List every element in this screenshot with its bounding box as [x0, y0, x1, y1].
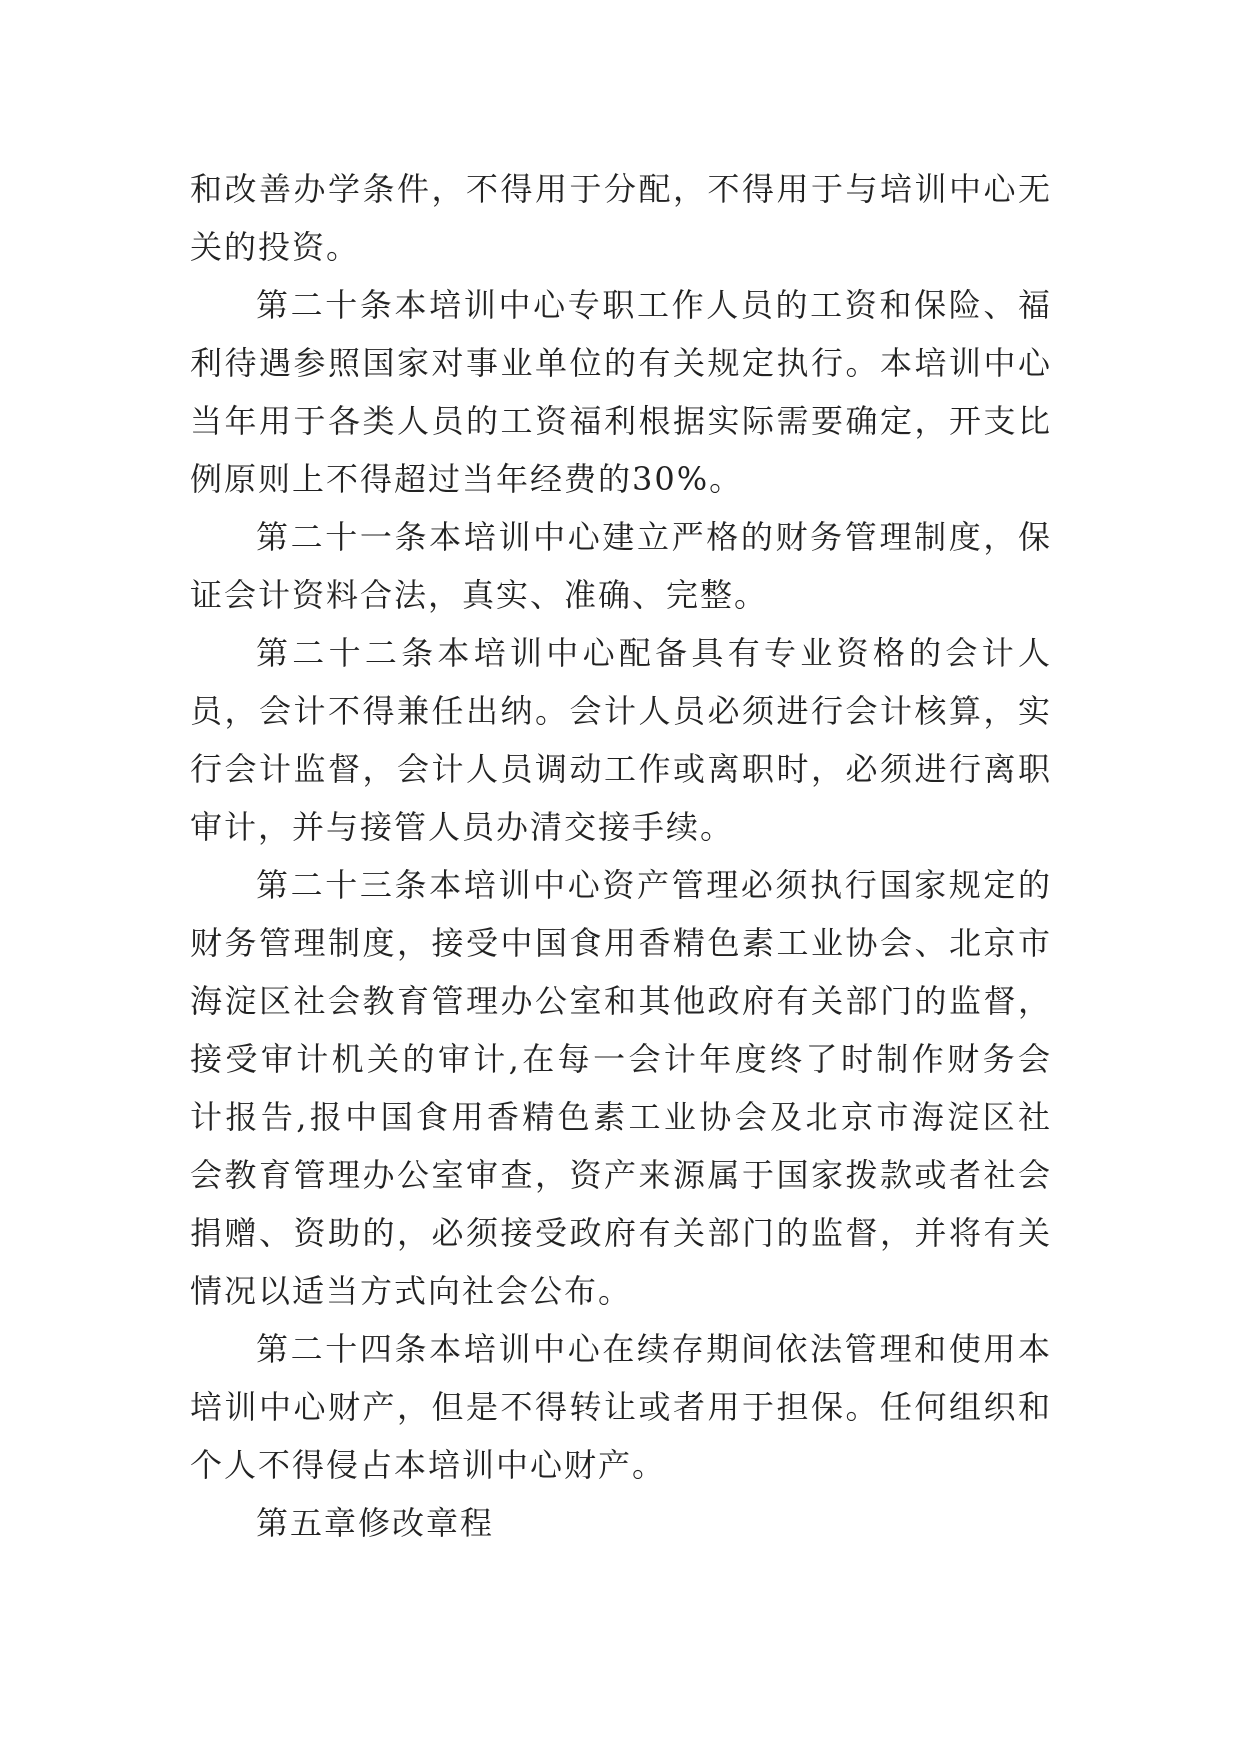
document-body [190, 160, 1052, 1552]
paragraph-article-24: 第二十四条本培训中心在续存期间依法管理和使用本培训中心财产，但是不得转让或者用于担保。任何组织和个人不得侵占本培训中心财产。 [190, 1330, 1052, 1484]
paragraph-article-22: 第二十二条本培训中心配备具有专业资格的会计人员，会计不得兼任出纳。会计人员必须进行会计核算，实行会计监督，会计人员调动工作或离职时，必须进行离职审计，并与接管人员办清交接手续。 [190, 634, 1052, 846]
paragraph-article-21: 第二十一条本培训中心建立严格的财务管理制度，保证会计资料合法，真实、准确、完整。 [190, 518, 1052, 614]
paragraph-article-20: 第二十条本培训中心专职工作人员的工资和保险、福利待遇参照国家对事业单位的有关规定执行。本培训中心当年用于各类人员的工资福利根据实际需要确定，开支比例原则上不得超过当年经费的30%。 [190, 286, 1052, 498]
paragraph-continuation: 和改善办学条件，不得用于分配，不得用于与培训中心无关的投资。 [190, 170, 1052, 266]
paragraph-article-23: 第二十三条本培训中心资产管理必须执行国家规定的财务管理制度，接受中国食用香精色素工业协会、北京市海淀区社会教育管理办公室和其他政府有关部门的监督，接受审计机关的审计,在每一会计年度终了时制作财务会计报告,报中国食用香精色素工业协会及北京市海淀区社会教育管理办公室审查，资产来源属于国家拨款或者社会捐赠、资助的，必须接受政府有关部门的监督，并将有关情况以适当方式向社会公布。 [190, 866, 1052, 1310]
chapter-heading: 第五章修改章程 [256, 1504, 495, 1542]
